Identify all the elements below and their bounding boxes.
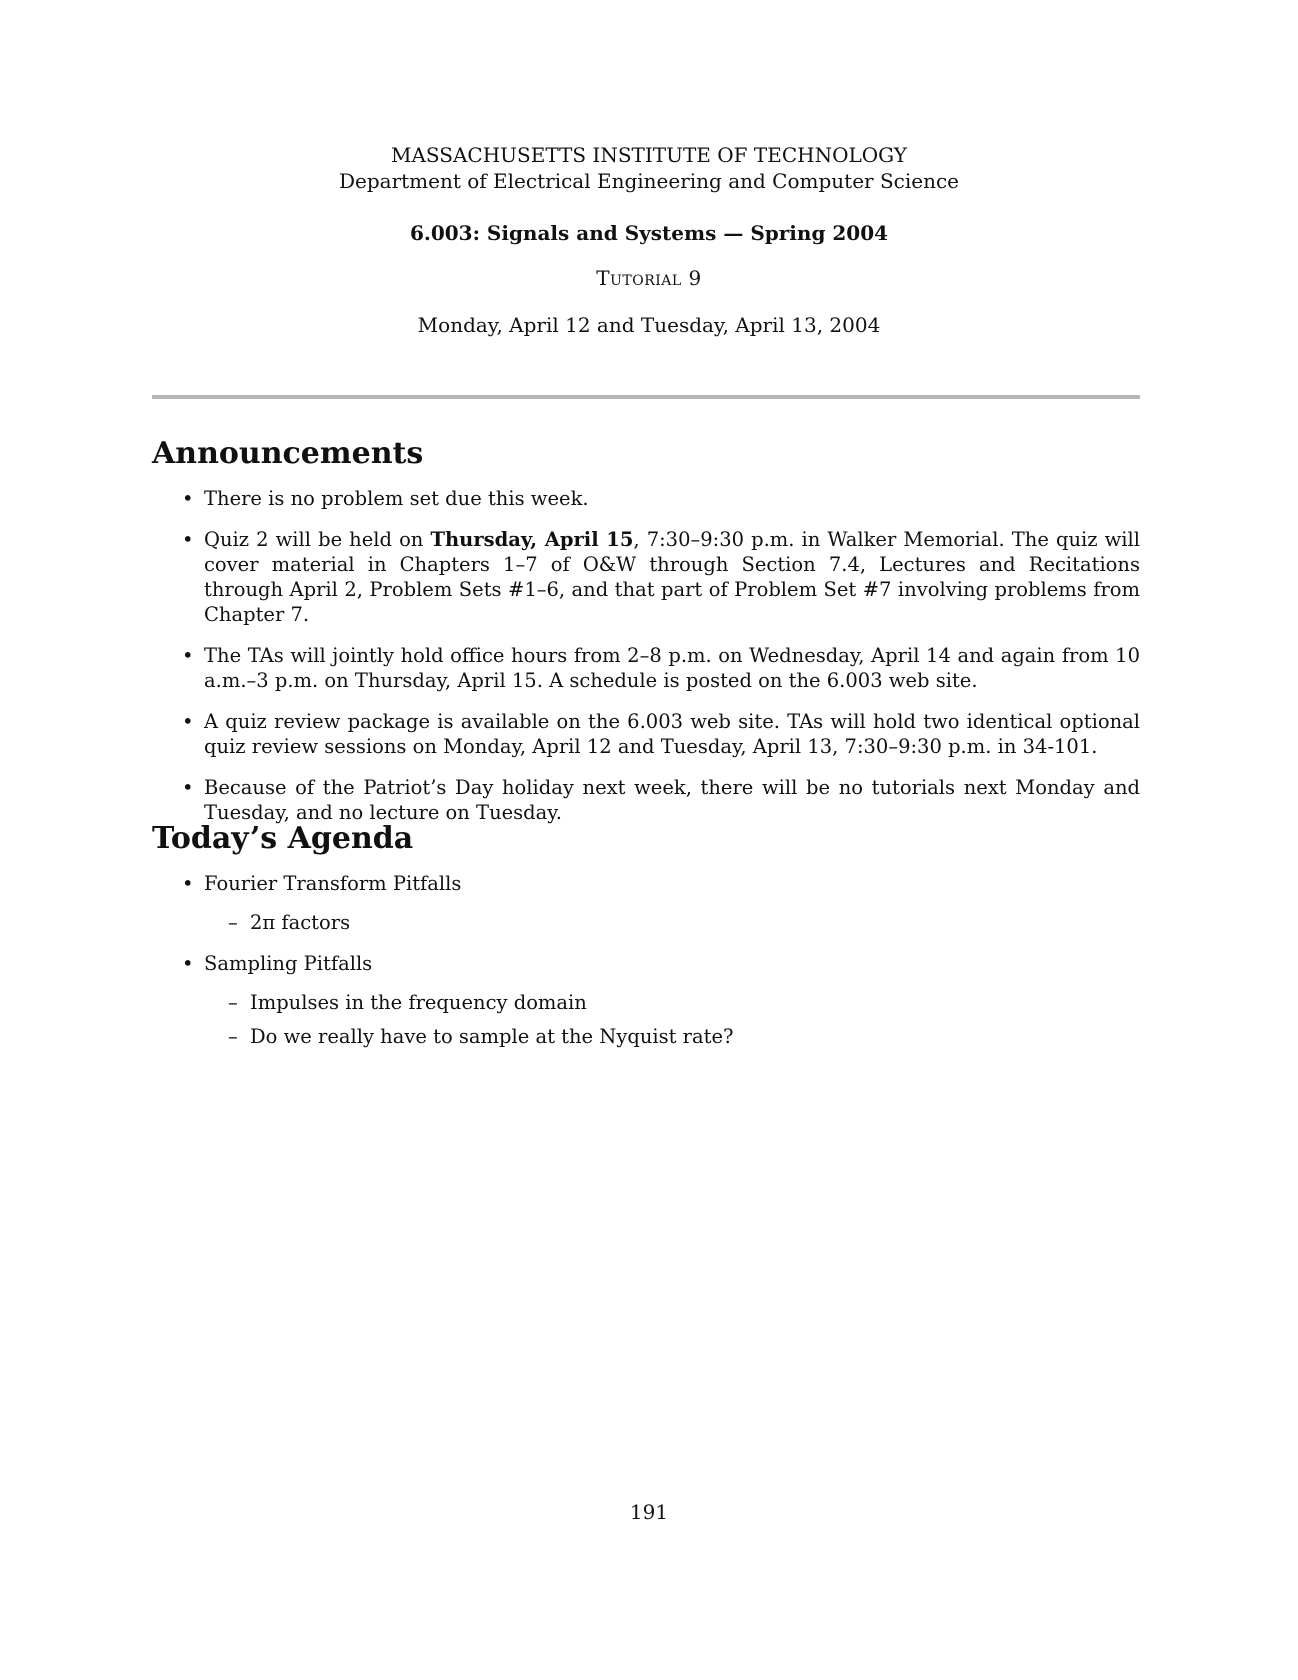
announcement-text: , 7:30–9:30 p.m. in Walker Memorial. The quiz will cover material in Chapters 1–7 of O&W through Section 7.4, Lectures and Recitations through April 2, Problem Sets #1–6, and that part of Problem Set #7 involving problems from Chapter 7. (204, 528, 1140, 626)
tutorial-dates: Monday, April 12 and Tuesday, April 13, 2004 (417, 313, 881, 337)
agenda-list (152, 871, 1140, 1065)
announcements-list (152, 486, 1140, 841)
list-item (152, 871, 1140, 935)
institution-name: MASSACHUSETTS INSTITUTE OF TECHNOLOGY (391, 143, 907, 167)
bullet-icon: • (182, 710, 194, 733)
page-number: 191 (629, 1500, 669, 1524)
header-rule (152, 395, 1140, 399)
announcement-text: Because of the Patriot’s Day holiday next week, there will be no tutorials next Monday and Tuesday, and no lecture on Tuesday. (204, 776, 1140, 824)
list-item (152, 527, 1140, 627)
dash-icon: – (228, 991, 238, 1014)
bullet-icon: • (182, 528, 194, 551)
announcement-text: The TAs will jointly hold office hours from 2–8 p.m. on Wednesday, April 14 and again from 10 a.m.–3 p.m. on Thursday, April 15. A schedule is posted on the 6.003 web site. (204, 644, 1140, 692)
list-item (152, 951, 1140, 1049)
agenda-text: Fourier Transform Pitfalls (204, 872, 462, 895)
list-item (204, 990, 1140, 1015)
bullet-icon: • (182, 872, 194, 895)
dash-icon: – (228, 911, 238, 934)
agenda-heading: Today’s Agenda (152, 821, 414, 856)
list-item (152, 643, 1140, 693)
dash-icon: – (228, 1025, 238, 1048)
list-item (152, 709, 1140, 759)
announcement-text: A quiz review package is available on the 6.003 web site. TAs will hold two identical optional quiz review sessions on Monday, April 12 and Tuesday, April 13, 7:30–9:30 p.m. in 34-101. (204, 710, 1140, 758)
tutorial-label: Tutorial 9 (596, 266, 702, 290)
course-title: 6.003: Signals and Systems — Spring 2004 (409, 221, 889, 245)
agenda-subtext: Impulses in the frequency domain (250, 991, 587, 1014)
list-item (152, 486, 1140, 511)
agenda-subtext: 2π factors (250, 911, 351, 934)
bullet-icon: • (182, 952, 194, 975)
department-name: Department of Electrical Engineering and Computer Science (338, 169, 959, 193)
agenda-subtext: Do we really have to sample at the Nyquist rate? (250, 1025, 734, 1048)
agenda-sublist (204, 990, 1140, 1049)
bullet-icon: • (182, 776, 194, 799)
bullet-icon: • (182, 487, 194, 510)
announcement-text: There is no problem set due this week. (204, 487, 589, 510)
list-item (204, 1024, 1140, 1049)
bullet-icon: • (182, 644, 194, 667)
quiz-date: Thursday, April 15 (430, 528, 634, 551)
agenda-sublist (204, 910, 1140, 935)
announcements-heading: Announcements (152, 436, 424, 471)
agenda-text: Sampling Pitfalls (204, 952, 373, 975)
list-item (204, 910, 1140, 935)
list-item (152, 775, 1140, 825)
announcement-text: Quiz 2 will be held on (204, 528, 431, 551)
